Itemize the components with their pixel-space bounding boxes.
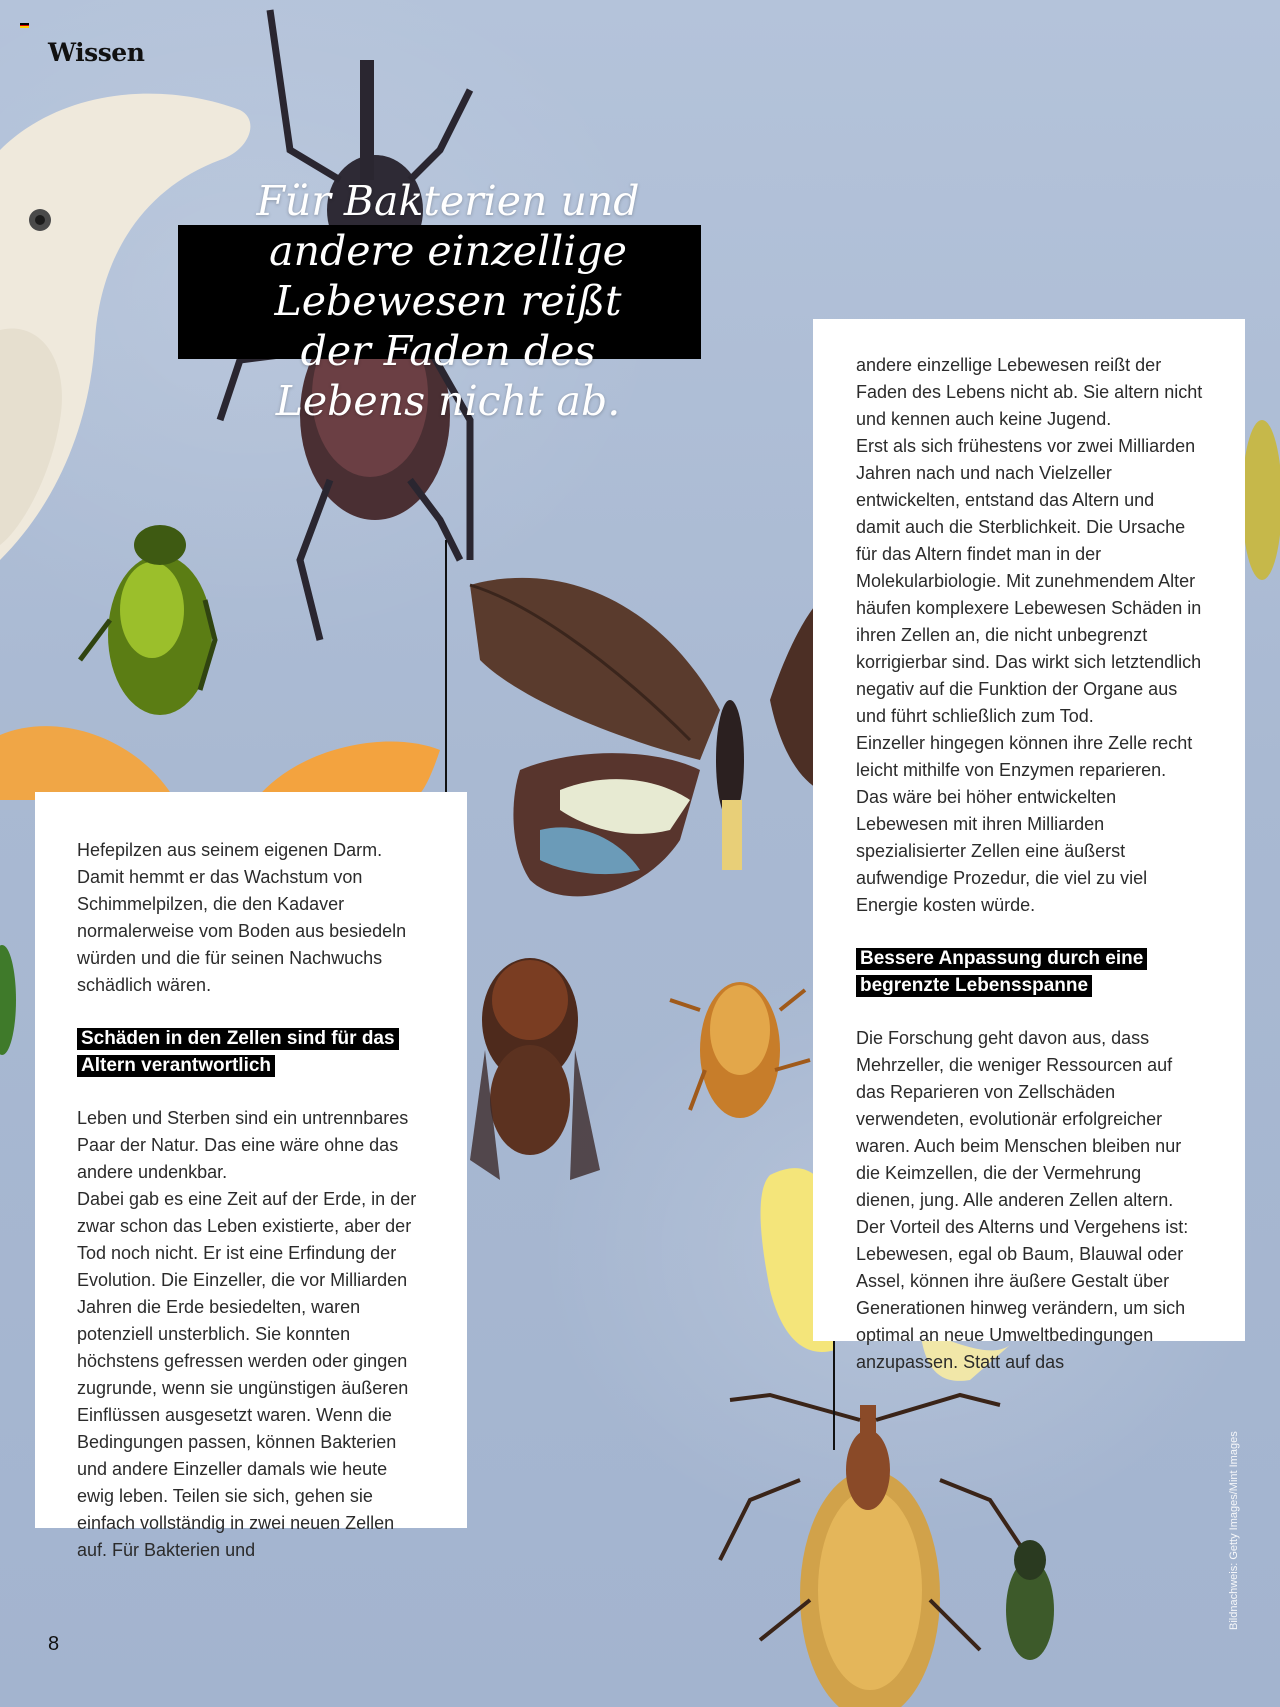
pull-quote-line: Für Bakterien und: [256, 177, 640, 225]
section-label: Wissen: [48, 38, 145, 67]
subheading-line: Bessere Anpassung durch eine: [856, 948, 1147, 970]
pull-quote-line: der Faden des: [300, 327, 596, 375]
subheading-line: Schäden in den Zellen sind für das: [77, 1028, 399, 1050]
small-green-beetle-icon: [1006, 1540, 1054, 1660]
body-paragraph: Einzeller hingegen können ihre Zelle recht leicht mithilfe von Enzymen reparieren. Das wäre bei höher entwickelten Lebewesen mit ihren Milliarden spezialisierter Zellen eine äußerst aufwendige Prozedur, die viel zu viel Energie kosten würde.: [856, 733, 1193, 915]
edge-beetle-icon: [1242, 420, 1280, 580]
pull-quote-line: Lebewesen reißt: [274, 277, 622, 325]
body-paragraph: Hefepilzen aus seinem eigenen Darm. Damit hemmt er das Wachstum von Schimmelpilzen, die den Kadaver normalerweise vom Boden aus besiedeln würden und die für seinen Nachwuchs schädlich wären.: [77, 840, 407, 995]
subheading: [77, 1025, 425, 1079]
pull-quote-line: andere einzellige: [269, 227, 627, 275]
body-paragraph: Leben und Sterben sind ein untrennbares Paar der Natur. Das eine wäre ohne das andere undenkbar.: [77, 1108, 409, 1182]
photo-credit: Bildnachweis: Getty Images/Mint Images: [1228, 1431, 1240, 1630]
subheading: [856, 945, 1203, 999]
flag-stripe-gold: [20, 26, 29, 28]
body-paragraph: Dabei gab es eine Zeit auf der Erde, in der zwar schon das Leben existierte, aber der Tod noch nicht. Er ist eine Erfindung der Evolution. Die Einzeller, die vor Milliarden Jahren die Erde besiedelten, waren potenziell unsterblich. Sie konnten höchstens gefressen werden oder gingen zugrunde, wenn sie ungünstigen äußeren Einflüssen ausgesetzt waren. Wenn die Bedingungen passen, können Bakterien und andere Einzeller damals wie heute ewig leben. Teilen sie sich, gehen sie einfach vollständig in zwei neuen Zellen auf. Für Bakterien und: [77, 1189, 417, 1560]
text-column-left: [35, 792, 467, 1560]
body-paragraph: Die Forschung geht davon aus, dass Mehrzeller, die weniger Ressourcen auf das Reparieren von Zellschäden verwendeten, evolutionär erfolgreicher waren. Auch beim Menschen bleiben nur die Keimzellen, die der Vermehrung dienen, jung. Alle anderen Zellen altern. Der Vorteil des Alterns und Vergehens ist: Lebewesen, egal ob Baum, Blauwal oder Assel, können ihre äußere Gestalt über Generationen hinweg verändern, um sich optimal an neue Umweltbedingungen anzupassen. Statt auf das: [856, 1028, 1189, 1372]
brown-butterfly-icon: [470, 578, 820, 897]
pull-quote: [178, 176, 718, 426]
cicada-icon: [670, 982, 810, 1118]
text-column-right: [813, 319, 1245, 1372]
body-paragraph: andere einzellige Lebewesen reißt der Faden des Lebens nicht ab. Sie altern nicht und kennen auch keine Jugend.: [856, 355, 1203, 429]
subheading-line: Altern verantwortlich: [77, 1055, 275, 1077]
orange-butterfly-icon: [0, 726, 440, 800]
edge-green-beetle-icon: [0, 945, 16, 1055]
bee-icon: [470, 958, 600, 1180]
page-number: 8: [48, 1633, 60, 1655]
pull-quote-line: Lebens nicht ab.: [275, 377, 621, 425]
subheading-line: begrenzte Lebensspanne: [856, 975, 1092, 997]
long-legged-beetle-icon: [720, 1395, 1030, 1707]
german-flag-icon: [20, 23, 29, 28]
green-beetle-icon: [80, 525, 215, 715]
body-paragraph: Erst als sich frühestens vor zwei Milliarden Jahren nach und nach Vielzeller entwickelten, entstand das Altern und damit auch die Sterblichkeit. Die Ursache für das Altern findet man in der Molekularbiologie. Mit zunehmendem Alter häufen komplexere Lebewesen Schäden in ihren Zellen an, die nicht unbegrenzt korrigierbar sind. Das wirkt sich letztendlich negativ auf die Funktion der Organe aus und führt schließlich zum Tod.: [856, 436, 1202, 726]
